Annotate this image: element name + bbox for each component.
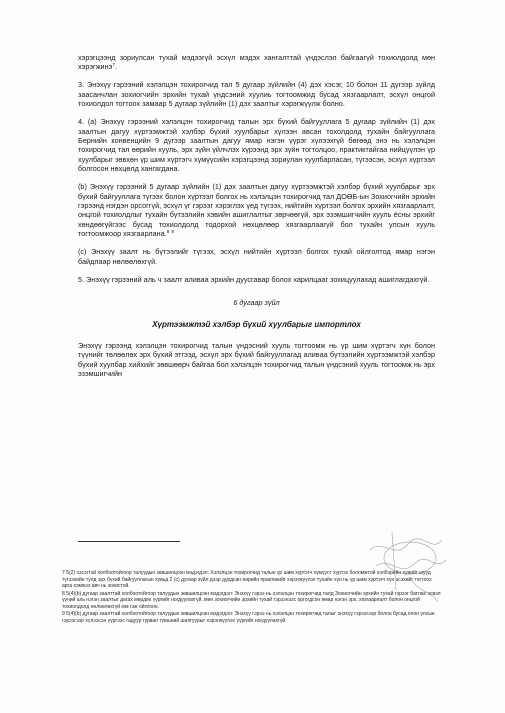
paragraph-4a: 4. (a) Энэхүү гэрээний хэлэлцэн тохирогчид талын эрх бүхий байгууллага 5 дугаар зүйлийн (1) дэх заалтын дагуу хүртээмжтэй хэлбэр бүхий хуулбарыг хүлээн авсан тохолдолд тухайн байгууллага Бернийн конвенцийн 9 дүгээр заалтын дагуу ямар нэгэн үүрэг хүлээхгүй бөгөөд энэ нь хэлэлцэн тохирогчид тал өөрийн хууль, эрх зүйн үйлчлэх хүрээнд эрх зүйн тогтолцоо, практиктайгаа нийцүүлэн үр хуулбарыг зөвхөн үр шим хүртэгч хүмүүсийн хэрэгцээнд зориулан хуулбарласан, түгээсэн, эсхүл хүртээл болгосон нөхцөлд хангагдана. <box>78 117 435 174</box>
article-number: 6 дугаар зүйл <box>233 298 280 308</box>
footnote-separator <box>78 541 180 542</box>
paragraph-3: 3. Энэхүү гэрээний хэлэлцэн тохирогчид тал 5 дугаар зүйлийн (4) дэх хэсэг, 10 болон 11 дүгээр зүйлд заасанчлан зохиогчийн эрхийн тухай үндсэний хуулиь тогтоомжид бусад хязгаарлалт, эсхүл онцгой тохиолдол тогтоох замаар 5 дугаар зүйлийн (1) дэх заалтыг хэрэгжүүлж болно. <box>78 80 435 109</box>
footnote-8: 8 5(4)(b) дугаар заалттай холбоотойгоор талуудын зөвшилцсөн мэдэгдэл: Энэхүү гэрээ нь хэлэлцэн тохирогчид талд Зохиогчийн эрхийн тухай гэрээг батлах эсвэл үүний аль нэгэн заалтыг дагах мөрдөх үүргийг ногдуулахгүй, мөн зохиогчийн эрхийн тухай гэрээнээс оргогдсон ямар нэгэн эрх, хязгаарлалт болон онцгой тохиолдолд нөлөөлөхгүй юм гэж ойлгоно. <box>62 590 441 611</box>
continuation-paragraph <box>78 53 435 72</box>
footnote-ref-9: 9 <box>171 230 175 236</box>
signature-stamp-icon <box>352 520 452 620</box>
footnote-9: 9 5(4)(b) дугаар заалттай холбоотойгоор талуудын зөвшилцсөн мэдэгдэл: Энэхүү гэрээ нь хэлэлцэн тохирогчид талыг энэхүү гэрээгээр болон бусад олон улсын гэрээгээр хүлээсэн үүргээс гадуур гурван түвшний шалгуурыг хэрэгжүүлэх үүргийг ногдуулахгүй. <box>62 611 435 625</box>
paragraph-4b <box>78 182 435 238</box>
article-title: Хүртээмжтэй хэлбэр бүхий хуулбарыг импортлох <box>152 319 361 329</box>
footnote-7: 7 5(2) хэсэгтэй холбоотойгоор талуудын зөвшилцсөн мэдэгдэл: Хэлэлцэн тохирогчид талын үр шим хүртэгч хүмүүст хүртэх боломжтой хэлбэрийн хувийг шууд түгээхийн тулд эрх бүхий байгууллагын хувьд 2 (c) дугаар зүйл дээр дурдсан өөрийн практикийг хэрэгжүүлэх тухайн хүн нь үр шим хүртэгч хүн эсэхийг тогтоох арга хэмжээ авч нь зохистой. <box>62 570 432 590</box>
footnote-ref-7: 7 <box>112 63 115 69</box>
footnote-ref-8: 8 <box>166 230 170 236</box>
paragraph-4b-text: (b) Энэхүү гэрээний 5 дугаар зүйлийн (1) дэх заалтын дагуу хүртээмжтэй хэлбэр бүхий хуулбарыг эрх бүхий байгууллага түгээх болон хүртээл болгох нь хэлэлцэн тохирогчид тал ДОӨБ-ын Зохиогчийн эрхийн гэрээнд нэгдэн орсоггүй, эсхүл үг гэрээг хэрэглэх үед түгээх, нийтийн хүртээл болгох эрхийн хязгаарлалт, онцгой тохиолдлыг тухайн бүтээлийн хэвийн ашиглалтыг зөрчөөгүй, эрх эзэмшигчийн хууль ёсны эрхийг хөндөөгүйгээс бусад тохиолдолд тодорхой нөхцөлөөр хязгаарлаагүй бол тухайн улсын хууль тогтоомжоор хязгаарлана. <box>78 182 435 239</box>
continuation-period: . <box>114 62 117 72</box>
paragraph-import: Энэхүү гэрээнд хэлэлцэн тохирогчид талын үндэсний хууль тогтоомж нь үр шим хүртэгч хүн болон түүнийг төлөөлөх эрх бүхий этгээд, эсхүл эрх бүхий байгууллагад аливаа бүтээлийн хүртээмжтэй хэлбэр бүхий хуулбар хийхийг зөвшөөрч байгаа бол хэлэлцэн тохирогчид талын үндсэний хууль тогтоомж нь эрх эзэмшигчийн <box>78 340 435 379</box>
paragraph-4c: (c) Энэхүү заалт нь бүтээлийг түгээх, эсхүл нийтийн хүртээл болгох тухай ойлголтод ямар нэгэн байдлаар нөлөөлөхгүй. <box>78 247 435 266</box>
continuation-text: хэрэгцээнд зориулсан тухай мэдээгүй эсхүл мэдэх хангалттай үндэслэл байгаагүй тохиолдолд мөн хэрэгжинэ <box>78 53 435 72</box>
document-body <box>78 53 435 387</box>
paragraph-5: 5. Энэхүү гэрээний аль ч заалт аливаа эрхийн дуусгавар болох харилцааг зохицуулахад ашиглагдахгүй. <box>78 274 430 284</box>
